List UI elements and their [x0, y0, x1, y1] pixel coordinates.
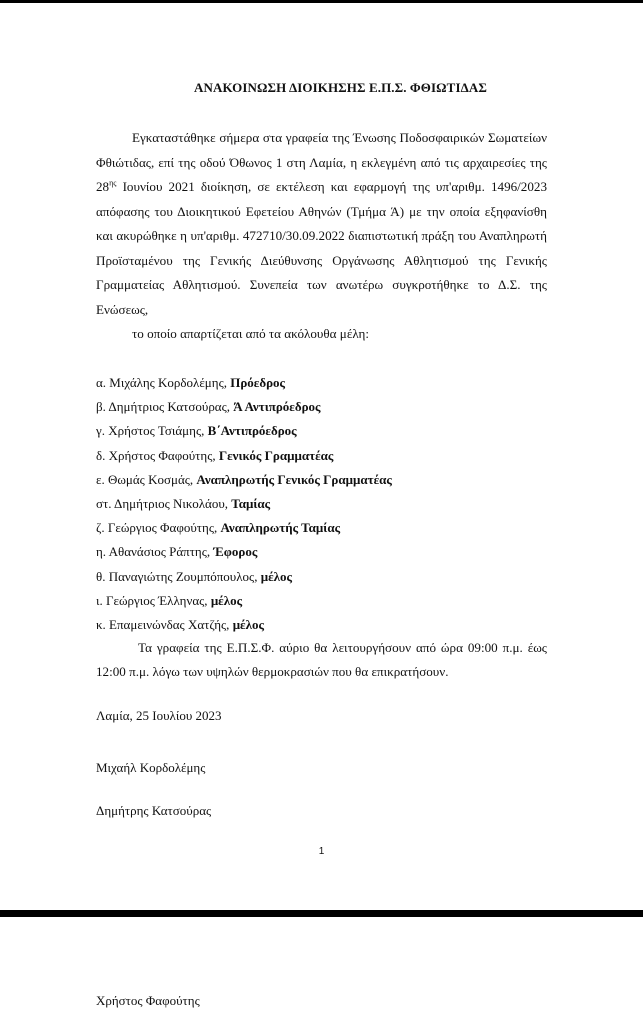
signatory-2: Δημήτρης Κατσούρας: [96, 803, 212, 818]
member-role: Ά Αντιπρόεδρος: [233, 399, 321, 415]
ordinal-superscript: ης: [109, 178, 117, 188]
list-item: [96, 444, 566, 468]
list-item: [96, 516, 566, 540]
member-role: μέλος: [260, 568, 292, 584]
list-item: [96, 613, 566, 637]
member-name: θ. Παναγιώτης Ζουμπόπουλος,: [96, 568, 261, 584]
list-item: [96, 468, 566, 492]
signatory-1: Μιχαήλ Κορδολέμης: [96, 760, 206, 775]
page-break-divider: [0, 910, 643, 917]
document-title: ΑΝΑΚΟΙΝΩΣΗ ΔΙΟΙΚΗΣΗΣ Ε.Π.Σ. ΦΘΙΩΤΙΔΑΣ: [194, 80, 487, 95]
member-role: Πρόεδρος: [230, 375, 286, 390]
member-name: κ. Επαμεινώνδας Χατζής,: [96, 616, 233, 632]
member-role: Ταμίας: [231, 495, 271, 511]
member-role: Β΄Αντιπρόεδρος: [207, 423, 297, 439]
board-members-list: [96, 371, 566, 637]
member-role: μέλος: [232, 616, 264, 632]
body-text-part2: Ιουνίου 2021 διοίκηση, σε εκτέλεση και εφαρμογή της υπ'αριθμ. 1496/2023 απόφασης του Διοικητικού Εφετείου Αθηνών (Τμήμα Ά) με την οποία εξηφανίσθη και ακυρώθηκε η υπ'αριθμ. 472710/30.09.2022 διαπιστωτική πράξη του Αναπληρωτή Προϊσταμένου της Γενικής Διεύθυνσης Οργάνωσης Αθλητισμού της Γενικής Γραμματείας Αθλητισμού. Συνεπεία των ανωτέρω συγκροτήθηκε το Δ.Σ. της Ενώσεως,: [96, 179, 547, 317]
member-name: η. Αθανάσιος Ράπτης,: [96, 544, 214, 560]
list-item: [96, 371, 566, 395]
member-name: στ. Δημήτριος Νικολάου,: [96, 495, 232, 511]
member-role: Αναπληρωτής Ταμίας: [220, 520, 341, 536]
list-item: [96, 540, 566, 564]
place-and-date: Λαμία, 25 Ιουλίου 2023: [96, 708, 222, 723]
body-text-part1: Εγκαταστάθηκε σήμερα στα γραφεία της Ένωσης Ποδοσφαιρικών Σωματείων Φθιώτιδας, επί της οδού Όθωνος 1 στη Λαμία, η εκλεγμένη από τις αρχαιρεσίες της 28: [96, 130, 547, 194]
office-hours-notice: Τα γραφεία της Ε.Π.Σ.Φ. αύριο θα λειτουργήσουν από ώρα 09:00 π.μ. έως 12:00 π.μ. λόγω των υψηλών θερμοκρασιών που θα επικρατήσουν.: [96, 640, 547, 679]
member-role: Αναπληρωτής Γενικός Γραμματέας: [196, 471, 392, 487]
member-name: α. Μιχάλης Κορδολέμης,: [96, 375, 231, 390]
list-item: [96, 419, 566, 443]
member-name: ε. Θωμάς Κοσμάς,: [96, 471, 197, 487]
body-text-last-line: το οποίο απαρτίζεται από τα ακόλουθα μέλη:: [132, 326, 370, 341]
list-item: [96, 565, 566, 589]
member-role: μέλος: [210, 592, 243, 608]
member-name: β. Δημήτριος Κατσούρας,: [96, 399, 234, 415]
member-name: ι. Γεώργιος Έλληνας,: [96, 592, 211, 608]
member-name: ζ. Γεώργιος Φαφούτης,: [96, 520, 221, 536]
list-item: [96, 589, 566, 613]
member-name: δ. Χρήστος Φαφούτης,: [96, 447, 219, 463]
list-item: [96, 492, 566, 516]
body-paragraph: [96, 126, 547, 347]
member-role: Γενικός Γραμματέας: [218, 447, 334, 463]
member-role: Έφορος: [213, 544, 258, 560]
page-number: 1: [318, 846, 325, 857]
member-name: γ. Χρήστος Τσιάμης,: [96, 423, 208, 439]
signatory-3: Χρήστος Φαφούτης: [96, 993, 200, 1008]
list-item: [96, 395, 566, 419]
